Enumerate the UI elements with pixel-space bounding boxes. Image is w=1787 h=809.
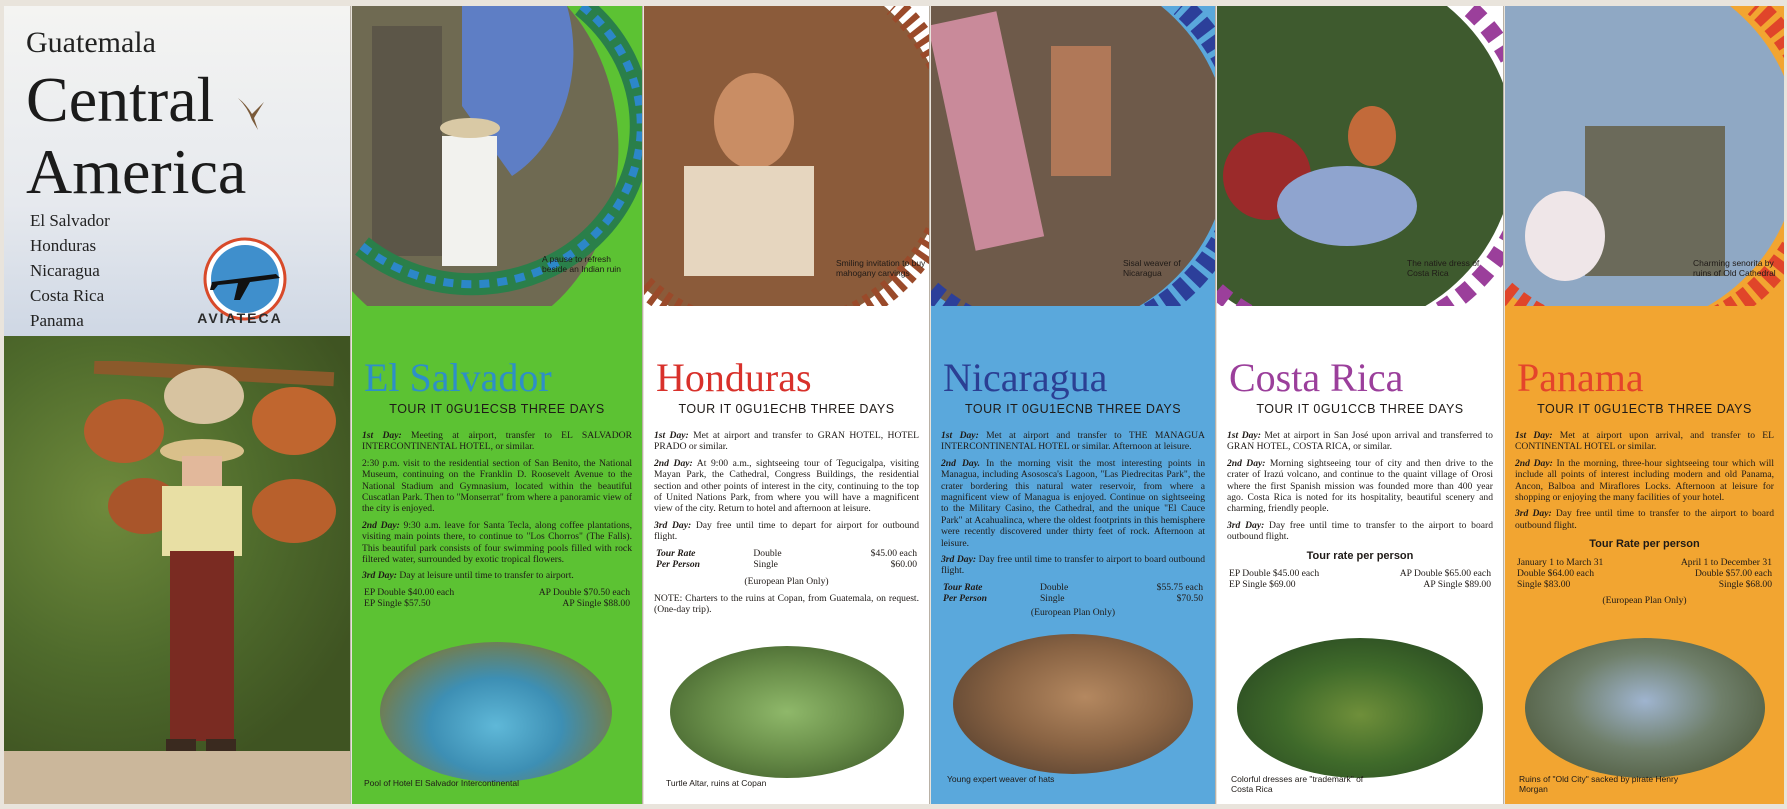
plan-note: (European Plan Only) xyxy=(1602,594,1687,606)
el-salvador-title: El Salvador xyxy=(364,355,552,400)
costa-rica-rate-title: Tour rate per person xyxy=(1306,549,1414,562)
day3-text: Day free until time to transfer to the airport to board outbound flight. xyxy=(1227,519,1494,543)
rate-cell: AP Double $70.50 each xyxy=(538,586,630,598)
nicaragua-oval-caption: Young expert weaver of hats xyxy=(947,774,1055,784)
nicaragua-photo-caption: Sisal weaver of Nicaragua xyxy=(1123,258,1181,278)
plan-note: (European Plan Only) xyxy=(744,576,829,588)
nicaragua-itinerary xyxy=(941,430,1205,623)
cover-title-line1: Central xyxy=(26,64,215,135)
day2-text: In the morning visit the most interesting points in Managua, including Asososca's Lagoon, "Las Piedrecitas Park", the crater bordering this natural water reservoir, from where a magnificent view of Managua is enjoyed. Continue on sightseeing to the Military Casino, the Cathedral, and the unique "El Cauce Park" at Acahualinca, where the oldest footprints in this hemisphere were recently discovered under thirty feet of rock. Afternoon at leisure. xyxy=(941,457,1206,549)
panama-panel xyxy=(1505,6,1784,804)
el-salvador-tour-code: TOUR IT 0GU1ECSB THREE DAYS xyxy=(389,402,605,416)
rate-type: Single xyxy=(753,559,778,571)
rate-cell: EP Double $45.00 each xyxy=(1229,568,1320,580)
panama-photo-caption: Charming senorita by ruins of Old Cathedral xyxy=(1693,258,1776,278)
costa-rica-dress-photo xyxy=(1237,638,1483,778)
rate-cell: AP Single $88.00 xyxy=(562,598,630,610)
day2-text: 9:30 a.m. leave for Santa Tecla, along coffee plantations, visiting main points there, to continue to "Los Chorros" (The Falls). This beautiful park consists of four swimming pools filled with rock filtered water, surrounded by exotic tropical flowers. xyxy=(362,519,632,566)
day-label: 1st Day: xyxy=(1227,430,1261,441)
rate-value: $60.00 xyxy=(890,559,917,571)
season-label: January 1 to March 31 xyxy=(1517,556,1604,568)
panama-rates xyxy=(1515,557,1774,591)
cover-country-list xyxy=(30,208,110,333)
cover-title-line2: America xyxy=(26,136,247,207)
nicaragua-rates xyxy=(941,582,1205,605)
el-salvador-pool-photo xyxy=(380,642,612,782)
charter-note: NOTE: Charters to the ruins at Copan, from Guatemala, on request. (One-day trip). xyxy=(654,592,919,616)
day-label: 2nd Day: xyxy=(362,519,400,531)
day2-text: Morning sightseeing tour of city and then drive to the crater of Irazú volcano, and continue to the quaint village of Orosi where the first Spanish mission was founded more than 400 year ago. Costa Rica is noted for its hospitality, beautiful scenery and charming, friendly people. xyxy=(1227,457,1493,515)
season-label: April 1 to December 31 xyxy=(1680,556,1772,568)
cover-panel xyxy=(4,6,351,804)
rate-label: Tour Rate xyxy=(656,547,696,559)
rate-cell: AP Single $89.00 xyxy=(1423,579,1491,591)
cover-country-item: Panama xyxy=(30,311,84,330)
costa-rica-rates xyxy=(1227,568,1493,591)
airline-name: AVIATECA xyxy=(197,310,283,326)
nicaragua-tour-code: TOUR IT 0GU1ECNB THREE DAYS xyxy=(964,402,1182,416)
panama-itinerary xyxy=(1515,430,1774,611)
el-salvador-photo-caption: A pause to refresh beside an Indian ruin xyxy=(542,254,621,274)
day-label: 2nd Day: xyxy=(1515,457,1553,469)
day1b-text: 2:30 p.m. visit to the residential section of San Benito, the National Museum, continuing on the Franklin D. Roosevelt Avenue to the National Stadium and Gymnasium, located within the beautiful Cuscatlan Park. Then to "Monserrat" from where a panoramic view of the city is enjoyed. xyxy=(362,457,632,515)
el-salvador-rates xyxy=(362,587,632,610)
rate-value: $70.50 xyxy=(1176,593,1203,605)
day3-text: Day free until time to transfer to airport to board outbound flight. xyxy=(941,554,1206,577)
bird-icon xyxy=(236,94,266,134)
cover-country-item: Nicaragua xyxy=(30,261,100,280)
day-label: 1st Day: xyxy=(941,430,979,441)
panama-title: Panama xyxy=(1517,355,1644,400)
panama-tour-code: TOUR IT 0GU1ECTB THREE DAYS xyxy=(1537,402,1752,416)
costa-rica-tour-code: TOUR IT 0GU1CCB THREE DAYS xyxy=(1256,402,1464,416)
plan-note: (European Plan Only) xyxy=(1030,606,1116,618)
panama-rate-title: Tour Rate per person xyxy=(1589,538,1700,551)
rate-cell: AP Double $65.00 each xyxy=(1399,568,1491,580)
rate-label: Per Person xyxy=(943,593,987,605)
honduras-itinerary xyxy=(654,430,919,621)
honduras-panel xyxy=(644,6,930,804)
rate-cell: Single $83.00 xyxy=(1517,579,1571,591)
rate-cell: EP Single $57.50 xyxy=(364,598,431,610)
rate-value: $45.00 each xyxy=(870,547,917,559)
cover-country-item: El Salvador xyxy=(30,211,110,230)
day-label: 3rd Day: xyxy=(1227,519,1265,531)
rate-label: Tour Rate xyxy=(943,581,983,593)
day3-text: Day free until time to depart for airport for outbound flight. xyxy=(654,519,919,543)
nicaragua-weaver-photo xyxy=(953,634,1193,774)
day2-text: At 9:00 a.m., sightseeing tour of Tegucigalpa, visiting Mayan Park, the Cathedral, Congress Buildings, the residential section and other points of interest in the city, continuing to the top of United Nations Park, from where you will have a magnificent view of the city. Return to hotel and afternoon at leisure. xyxy=(654,457,919,515)
honduras-tour-code: TOUR IT 0GU1ECHB THREE DAYS xyxy=(678,402,895,416)
cover-country-item: Honduras xyxy=(30,236,97,255)
day1-text: Met at airport and transfer to GRAN HOTEL, HOTEL PRADO or similar. xyxy=(654,430,919,453)
day-label: 1st Day: xyxy=(654,430,689,441)
day1-text: Met at airport upon arrival, and transfer to EL CONTINENTAL HOTEL or similar. xyxy=(1515,430,1774,453)
rate-cell: Double $57.00 each xyxy=(1695,568,1772,580)
rate-cell: Double $64.00 each xyxy=(1517,568,1594,580)
honduras-altar-photo xyxy=(670,646,904,778)
costa-rica-itinerary xyxy=(1227,430,1493,591)
rate-cell: Single $68.00 xyxy=(1718,579,1772,591)
panama-ruins-photo xyxy=(1525,638,1765,778)
day-label: 3rd Day: xyxy=(362,570,397,582)
day2-text: In the morning, three-hour sightseeing tour which will include all points of interest including modern and old Panama, Ancon, Balboa and Miraflores Locks. Afternoon at leisure for shopping or enjoying the many facilities of your hotel. xyxy=(1515,457,1774,504)
day-label: 2nd Day: xyxy=(654,457,693,469)
costa-rica-title: Costa Rica xyxy=(1229,355,1404,400)
day-label: 1st Day: xyxy=(1515,430,1553,441)
rate-value: $55.75 each xyxy=(1156,581,1203,593)
el-salvador-itinerary xyxy=(362,430,632,610)
cover-boy-photo xyxy=(44,361,344,801)
day-label: 3rd Day: xyxy=(941,554,977,566)
day1-text: Met at airport in San José upon arrival and transferred to GRAN HOTEL, COSTA RICA, or similar. xyxy=(1227,430,1493,453)
day-label: 2nd Day. xyxy=(941,457,981,469)
el-salvador-panel xyxy=(352,6,643,804)
day1-text: Meeting at airport, transfer to EL SALVADOR INTERCONTINENTAL HOTEL, or similar. xyxy=(362,430,632,453)
honduras-photo-caption: Smiling invitation to buy mahogany carvings xyxy=(836,258,926,278)
day3-text: Day free until time to transfer to the airport to board outbound flight. xyxy=(1515,508,1774,531)
rate-type: Double xyxy=(1039,581,1069,593)
el-salvador-oval-caption: Pool of Hotel El Salvador Intercontinental xyxy=(364,778,519,788)
rate-cell: EP Single $69.00 xyxy=(1229,579,1296,591)
honduras-title: Honduras xyxy=(656,355,812,400)
honduras-oval-caption: Turtle Altar, ruins at Copan xyxy=(666,778,767,788)
rate-type: Double xyxy=(753,547,782,559)
costa-rica-panel xyxy=(1217,6,1504,804)
cover-country-item: Costa Rica xyxy=(30,286,105,305)
nicaragua-title: Nicaragua xyxy=(943,355,1108,400)
nicaragua-panel xyxy=(931,6,1216,804)
day3-text: Day at leisure until time to transfer to airport. xyxy=(399,570,574,582)
rate-label: Per Person xyxy=(656,559,700,571)
costa-rica-oval-caption: Colorful dresses are "trademark" of Costa Rica xyxy=(1231,774,1364,794)
costa-rica-photo-caption: The native dress of Costa Rica xyxy=(1407,258,1480,278)
day-label: 3rd Day: xyxy=(1515,508,1552,520)
day-label: 2nd Day: xyxy=(1227,457,1266,469)
day1-text: Met at airport and transfer to THE MANAGUA INTERCONTINENTAL HOTEL or similar. Afternoon at leisure. xyxy=(941,430,1205,453)
rate-type: Single xyxy=(1039,593,1065,605)
cover-country: Guatemala xyxy=(26,26,156,59)
rate-cell: EP Double $40.00 each xyxy=(364,586,455,598)
day-label: 3rd Day: xyxy=(654,519,692,531)
honduras-rates xyxy=(654,548,919,571)
day-label: 1st Day: xyxy=(362,430,402,441)
panama-oval-caption: Ruins of "Old City" sacked by pirate Henry Morgan xyxy=(1519,774,1679,794)
